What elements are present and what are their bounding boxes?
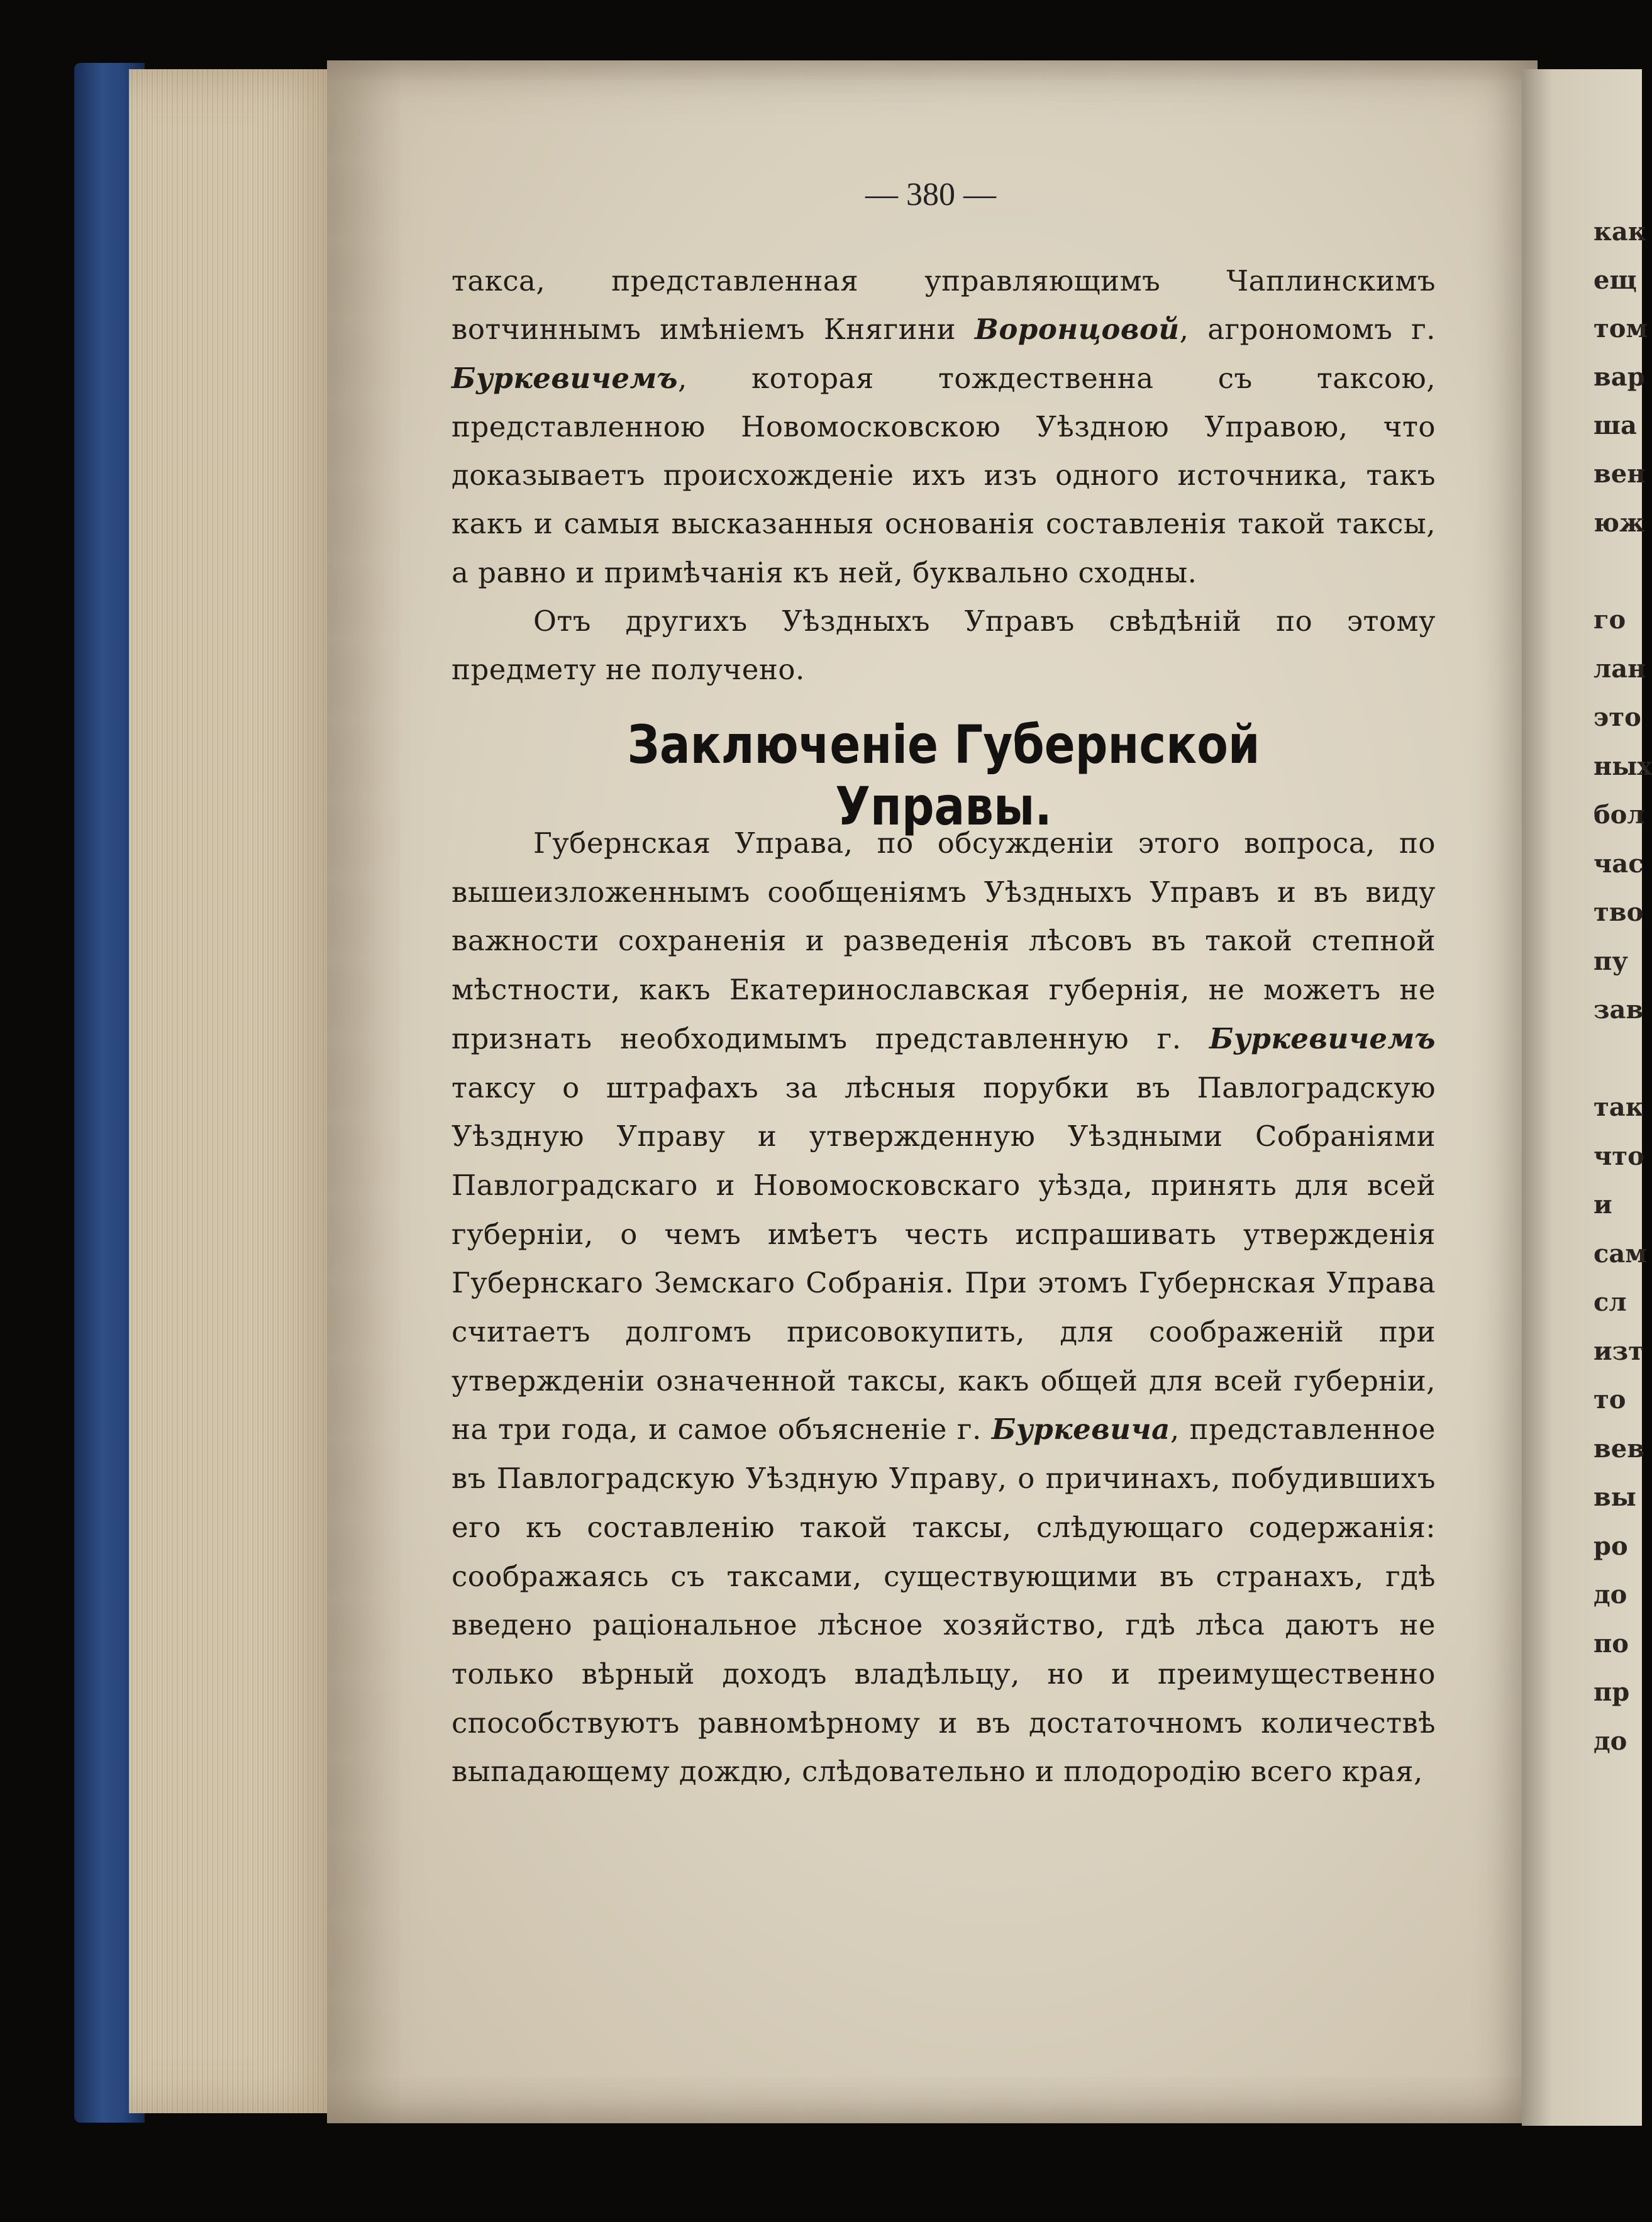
facing-page-fragment: так bbox=[1594, 1092, 1644, 1122]
facing-page-fragment: юж bbox=[1594, 508, 1645, 538]
page-number: — 380 — bbox=[865, 177, 996, 213]
facing-page-fragment: вы bbox=[1594, 1482, 1636, 1512]
facing-page-fragment: ещ bbox=[1594, 265, 1637, 295]
facing-page-fragment: том bbox=[1594, 314, 1648, 343]
paragraph-other-uprava: Отъ другихъ Уѣздныхъ Управъ свѣдѣній по этому предмету не получено. bbox=[452, 604, 1436, 687]
body-text-top bbox=[452, 257, 1436, 694]
facing-page-fragment: до bbox=[1594, 1726, 1627, 1756]
paragraph-conclusion bbox=[452, 819, 1436, 1796]
text-run: , представленное въ Павлоградскую Уѣздную Управу, о причинахъ, побудившихъ его къ составленію такой таксы, слѣдующаго содержанія: соображаясь съ таксами, существующими въ странахъ, гдѣ введено раціональное лѣсное хозяйство, гдѣ лѣса даютъ не только вѣрный доходъ владѣльцу, но и преимущественно способствуютъ равномѣрному и въ достаточномъ количествѣ выпадающему дождю, слѣдовательно и плодородію всего края, bbox=[452, 1413, 1436, 1789]
facing-page-fragment: тво bbox=[1594, 897, 1644, 927]
facing-page-fragment: ша bbox=[1594, 411, 1637, 440]
italic-name: Воронцовой bbox=[974, 313, 1180, 347]
facing-page-fragment: пр bbox=[1594, 1677, 1630, 1707]
italic-name: Буркевичемъ bbox=[452, 361, 678, 395]
facing-page-fragment: по bbox=[1594, 1629, 1629, 1658]
facing-page-fragment: бол bbox=[1594, 800, 1645, 830]
facing-page-fragment: зав bbox=[1594, 995, 1644, 1025]
text-run: , агрономомъ г. bbox=[1179, 313, 1436, 347]
facing-page-fragment: час bbox=[1594, 849, 1644, 879]
paragraph-continuation bbox=[452, 257, 1436, 597]
facing-page-fragment: сл bbox=[1594, 1287, 1627, 1317]
facing-page-fragment: вар bbox=[1594, 362, 1645, 392]
facing-page-fragment: до bbox=[1594, 1580, 1627, 1609]
facing-page-fragment: сам bbox=[1594, 1239, 1648, 1269]
facing-page-fragment: как bbox=[1594, 217, 1646, 247]
text-run: такса, представленная управляющимъ Чаплинскимъ вотчиннымъ имѣніемъ Княгини bbox=[452, 264, 1436, 347]
facing-page-fragment: и bbox=[1594, 1190, 1612, 1219]
facing-page-fragment: ро bbox=[1594, 1531, 1628, 1561]
section-heading: Заключеніе Губернской Управы. bbox=[627, 714, 1260, 837]
text-run: таксу о штрафахъ за лѣсныя порубки въ Павлоградскую Уѣздную Управу и утвержденную Уѣздными Собраніями Павлоградскаго и Новомосковскаго уѣзда, принять для всей губерніи, о чемъ имѣетъ честь испрашивать утвержденія Губернскаго Земскаго Собранія. При этомъ Губернская Управа считаетъ долгомъ присовокупить, для соображеній при утвержденіи означенной таксы, какъ общей для всей губерніи, на три года, и самое объясненіе г. bbox=[452, 1070, 1436, 1447]
facing-page-fragment: пу bbox=[1594, 947, 1628, 976]
facing-page-fragment: лан bbox=[1594, 654, 1646, 684]
text-run: , которая тождественна съ таксою, представленною Новомосковскою Уѣздною Управою, что доказываетъ происхожденіе ихъ изъ одного источника, такъ какъ и самыя высказанныя основанія составленія такой таксы, а равно и примѣчанія къ ней, буквально сходны. bbox=[452, 361, 1436, 589]
facing-page-fragment: то bbox=[1594, 1385, 1626, 1414]
facing-page-fragment: это bbox=[1594, 703, 1641, 732]
facing-page-fragment: вев bbox=[1594, 1434, 1645, 1464]
text-run: Губернская Управа, по обсужденіи этого вопроса, по вышеизложеннымъ сообщеніямъ Уѣздныхъ Управъ и въ виду важности сохраненія и разведенія лѣсовъ въ такой степной мѣстности, какъ Екатеринославская губернія, не можетъ не признать необходимымъ представленную г. bbox=[452, 826, 1436, 1055]
facing-page-fragment: что bbox=[1594, 1142, 1644, 1171]
italic-name: Буркевичемъ bbox=[1209, 1021, 1436, 1055]
italic-name: Буркевича bbox=[991, 1413, 1170, 1447]
page-stack-edge bbox=[129, 69, 355, 2113]
facing-page-fragment: изт bbox=[1594, 1336, 1644, 1366]
body-text-bottom bbox=[452, 819, 1436, 1796]
facing-page-fragment: го bbox=[1594, 605, 1626, 635]
facing-page-fragment: вен bbox=[1594, 459, 1646, 489]
facing-page-fragment: ных bbox=[1594, 752, 1652, 781]
